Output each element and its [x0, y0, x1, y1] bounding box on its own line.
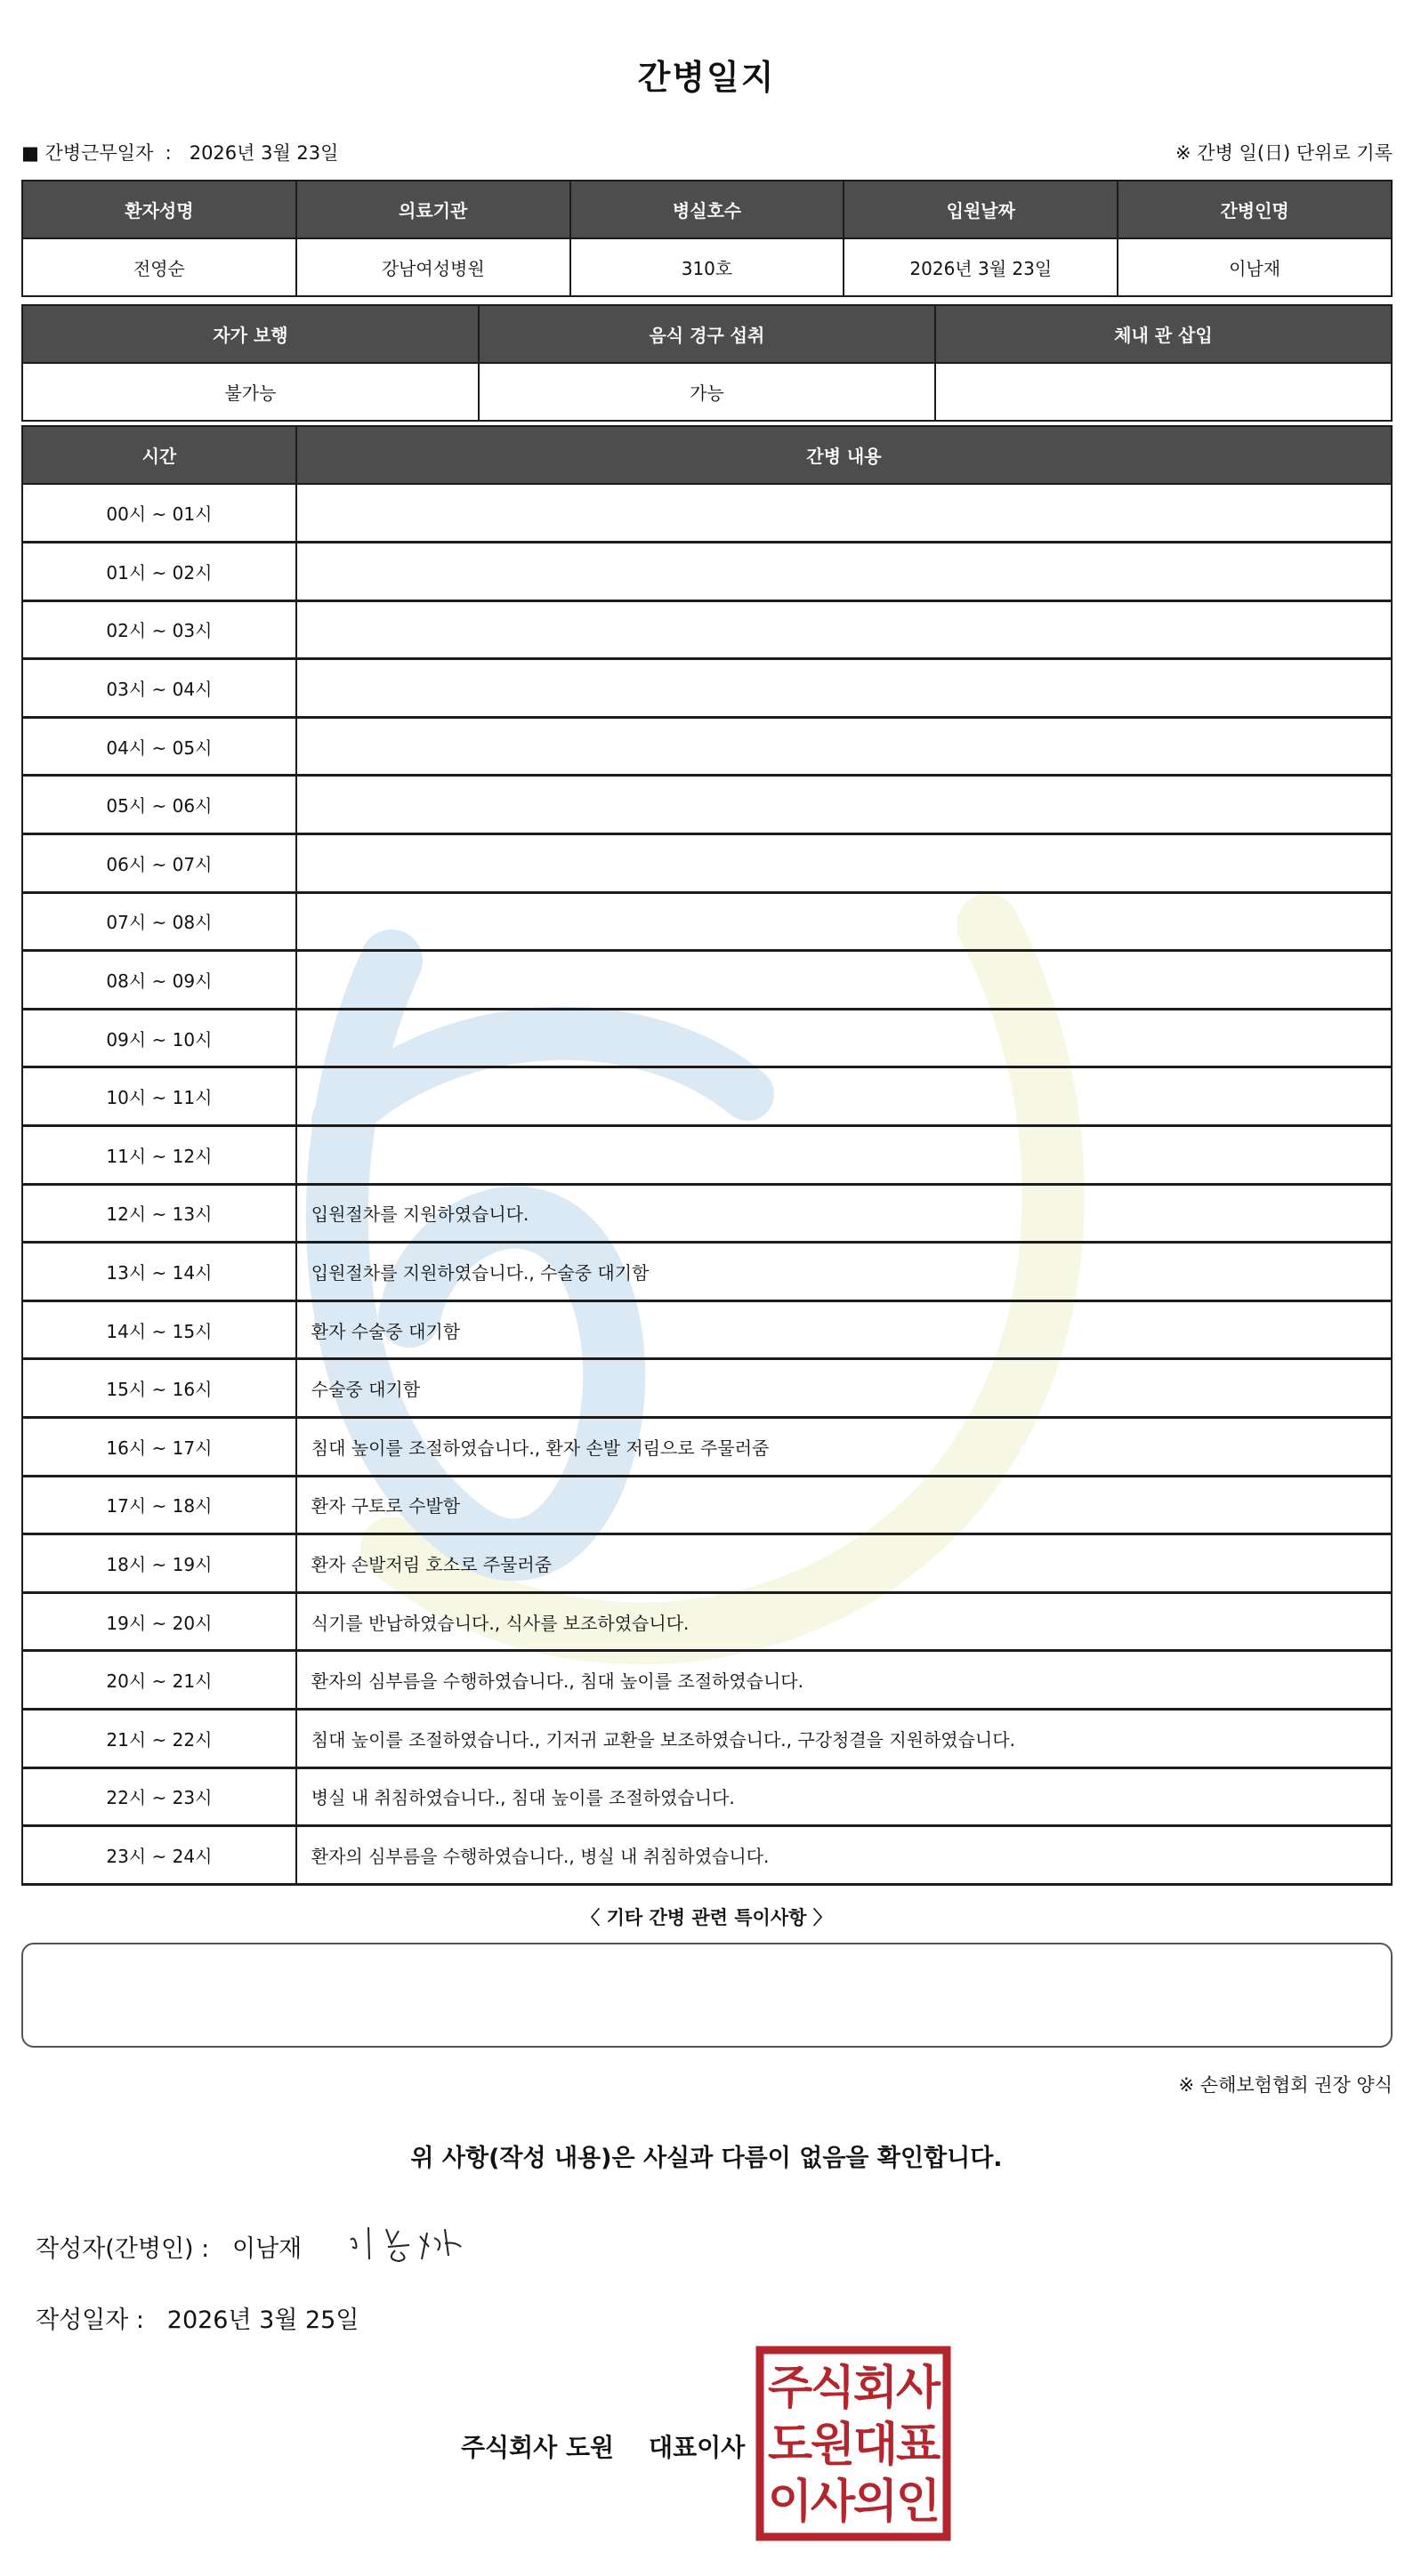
time-slot-cell: 11시 ~ 12시 [22, 1126, 296, 1185]
written-date-value: 2026년 3월 25일 [166, 2306, 359, 2334]
patient-status-table [21, 304, 1393, 422]
seal-character: 사 [810, 2475, 856, 2529]
seal-character: 표 [895, 2419, 941, 2472]
care-content-cell: 환자의 심부름을 수행하였습니다., 병실 내 취침하였습니다. [296, 1826, 1392, 1885]
seal-character: 회 [852, 2362, 899, 2415]
caregiver-name-cell: 이남재 [1118, 238, 1392, 296]
meta-row [21, 139, 1393, 167]
care-log-row [22, 543, 1392, 601]
care-log-table [21, 425, 1393, 1886]
time-header: 시간 [22, 426, 296, 484]
care-content-cell: 침대 높이를 조절하였습니다., 환자 손발 저림으로 주물러줌 [296, 1418, 1392, 1477]
hospital-cell: 강남여성병원 [296, 238, 570, 296]
admission-date-cell: 2026년 3월 23일 [844, 238, 1118, 296]
record-unit-note: ※ 간병 일(日) 단위로 기록 [1175, 142, 1393, 164]
patient-name-header: 환자성명 [22, 181, 296, 238]
written-date-label: 작성일자 : [36, 2306, 145, 2334]
room-number-header: 병실호수 [570, 181, 844, 238]
seal-character: 주 [767, 2362, 813, 2415]
patient-name-cell: 전영순 [22, 238, 296, 296]
time-slot-cell: 02시 ~ 03시 [22, 600, 296, 659]
care-log-row [22, 1476, 1392, 1534]
work-date-value: 2026년 3월 23일 [189, 142, 339, 164]
care-content-cell: 침대 높이를 조절하였습니다., 기저귀 교환을 보조하였습니다., 구강청결을 지원하였습니다. [296, 1709, 1392, 1767]
time-slot-cell: 05시 ~ 06시 [22, 776, 296, 834]
company-seal-stamp [755, 2345, 952, 2542]
care-content-cell: 환자 구토로 수발함 [296, 1476, 1392, 1534]
care-log-row [22, 1534, 1392, 1593]
time-slot-cell: 21시 ~ 22시 [22, 1709, 296, 1767]
care-log-row [22, 659, 1392, 718]
handwritten-signature [345, 2220, 488, 2274]
care-log-row [22, 1592, 1392, 1651]
tube-insertion-cell [935, 363, 1392, 421]
time-slot-cell: 17시 ~ 18시 [22, 1476, 296, 1534]
care-content-cell: 식기를 반납하였습니다., 식사를 보조하였습니다. [296, 1592, 1392, 1651]
care-log-row [22, 1009, 1392, 1067]
confirmation-statement: 위 사항(작성 내용)은 사실과 다름이 없음을 확인합니다. [410, 2145, 1003, 2172]
seal-character: 이 [767, 2475, 813, 2529]
care-log-row [22, 1767, 1392, 1826]
care-content-cell [296, 951, 1392, 1010]
work-date-label: ■ 간병근무일자 [21, 142, 154, 164]
work-date [21, 139, 338, 165]
patient-status-value-row [22, 363, 1392, 421]
writer-label: 작성자(간병인) : [36, 2235, 210, 2263]
care-content-cell [296, 543, 1392, 601]
patient-status-header-row [22, 305, 1392, 363]
time-slot-cell: 04시 ~ 05시 [22, 717, 296, 776]
care-content-cell: 환자의 심부름을 수행하였습니다., 침대 높이를 조절하였습니다. [296, 1651, 1392, 1710]
care-log-row [22, 1243, 1392, 1301]
care-log-row [22, 1651, 1392, 1710]
care-log-row [22, 1184, 1392, 1243]
oral-intake-header: 음식 경구 섭취 [479, 305, 935, 363]
written-date-line [36, 2300, 359, 2335]
document-title: 간병일지 [637, 58, 776, 97]
time-slot-cell: 20시 ~ 21시 [22, 1651, 296, 1710]
patient-info-header-row [22, 181, 1392, 238]
time-slot-cell: 08시 ~ 09시 [22, 951, 296, 1010]
care-content-cell [296, 717, 1392, 776]
time-slot-cell: 00시 ~ 01시 [22, 484, 296, 543]
admission-date-header: 입원날짜 [844, 181, 1118, 238]
care-log-row [22, 1709, 1392, 1767]
patient-info-value-row [22, 238, 1392, 296]
care-content-cell [296, 834, 1392, 893]
care-content-cell [296, 659, 1392, 718]
remarks-heading: 〈 기타 간병 관련 특이사항 〉 [581, 1907, 832, 1928]
time-slot-cell: 06시 ~ 07시 [22, 834, 296, 893]
care-content-cell: 병실 내 취침하였습니다., 침대 높이를 조절하였습니다. [296, 1767, 1392, 1826]
seal-character: 인 [895, 2475, 941, 2529]
care-content-cell: 수술중 대기함 [296, 1359, 1392, 1418]
seal-character: 원 [810, 2419, 856, 2472]
seal-character: 의 [852, 2475, 899, 2529]
care-log-row [22, 484, 1392, 543]
care-content-cell: 입원절차를 지원하였습니다. [296, 1184, 1392, 1243]
writer-line [36, 2229, 302, 2264]
care-log-row [22, 600, 1392, 659]
care-log-row [22, 892, 1392, 951]
care-log-row [22, 1300, 1392, 1359]
hospital-header: 의료기관 [296, 181, 570, 238]
care-log-row [22, 1359, 1392, 1418]
remarks-box [21, 1943, 1393, 2048]
time-slot-cell: 09시 ~ 10시 [22, 1009, 296, 1067]
company-name: 주식회사 도원 [461, 2433, 615, 2462]
time-slot-cell: 15시 ~ 16시 [22, 1359, 296, 1418]
care-content-cell [296, 1009, 1392, 1067]
time-slot-cell: 19시 ~ 20시 [22, 1592, 296, 1651]
care-log-row [22, 1126, 1392, 1185]
care-log-row [22, 776, 1392, 834]
seal-character: 대 [852, 2419, 899, 2472]
care-content-cell [296, 1067, 1392, 1126]
time-slot-cell: 14시 ~ 15시 [22, 1300, 296, 1359]
time-slot-cell: 16시 ~ 17시 [22, 1418, 296, 1477]
seal-character: 도 [767, 2419, 813, 2472]
room-number-cell: 310호 [570, 238, 844, 296]
care-log-row [22, 834, 1392, 893]
recommended-form-note: ※ 손해보험협회 권장 양식 [1178, 2074, 1393, 2096]
care-content-cell [296, 1126, 1392, 1185]
walking-cell: 불가능 [22, 363, 479, 421]
time-slot-cell: 01시 ~ 02시 [22, 543, 296, 601]
care-content-cell: 입원절차를 지원하였습니다., 수술중 대기함 [296, 1243, 1392, 1301]
writer-name: 이남재 [232, 2235, 303, 2263]
care-log-row [22, 951, 1392, 1010]
care-content-cell: 환자 손발저림 호소로 주물러줌 [296, 1534, 1392, 1593]
time-slot-cell: 18시 ~ 19시 [22, 1534, 296, 1593]
seal-character: 사 [895, 2362, 941, 2415]
patient-info-table [21, 180, 1393, 297]
caregiver-name-header: 간병인명 [1118, 181, 1392, 238]
walking-header: 자가 보행 [22, 305, 479, 363]
time-slot-cell: 13시 ~ 14시 [22, 1243, 296, 1301]
care-content-cell [296, 600, 1392, 659]
care-content-cell [296, 484, 1392, 543]
oral-intake-cell: 가능 [479, 363, 935, 421]
representative-title: 대표이사 [649, 2433, 746, 2462]
time-slot-cell: 10시 ~ 11시 [22, 1067, 296, 1126]
time-slot-cell: 22시 ~ 23시 [22, 1767, 296, 1826]
care-log-row [22, 717, 1392, 776]
care-log-row [22, 1418, 1392, 1477]
tube-insertion-header: 체내 관 삽입 [935, 305, 1392, 363]
care-log-body [22, 484, 1392, 1884]
time-slot-cell: 07시 ~ 08시 [22, 892, 296, 951]
time-slot-cell: 12시 ~ 13시 [22, 1184, 296, 1243]
care-log-header-row [22, 426, 1392, 484]
care-content-cell [296, 776, 1392, 834]
company-signature-line [461, 2428, 745, 2464]
care-content-cell [296, 892, 1392, 951]
work-date-separator: : [165, 142, 172, 164]
time-slot-cell: 23시 ~ 24시 [22, 1826, 296, 1885]
time-slot-cell: 03시 ~ 04시 [22, 659, 296, 718]
care-content-header: 간병 내용 [296, 426, 1392, 484]
care-log-row [22, 1067, 1392, 1126]
care-content-cell: 환자 수술중 대기함 [296, 1300, 1392, 1359]
seal-character: 식 [810, 2362, 856, 2415]
care-log-row [22, 1826, 1392, 1885]
